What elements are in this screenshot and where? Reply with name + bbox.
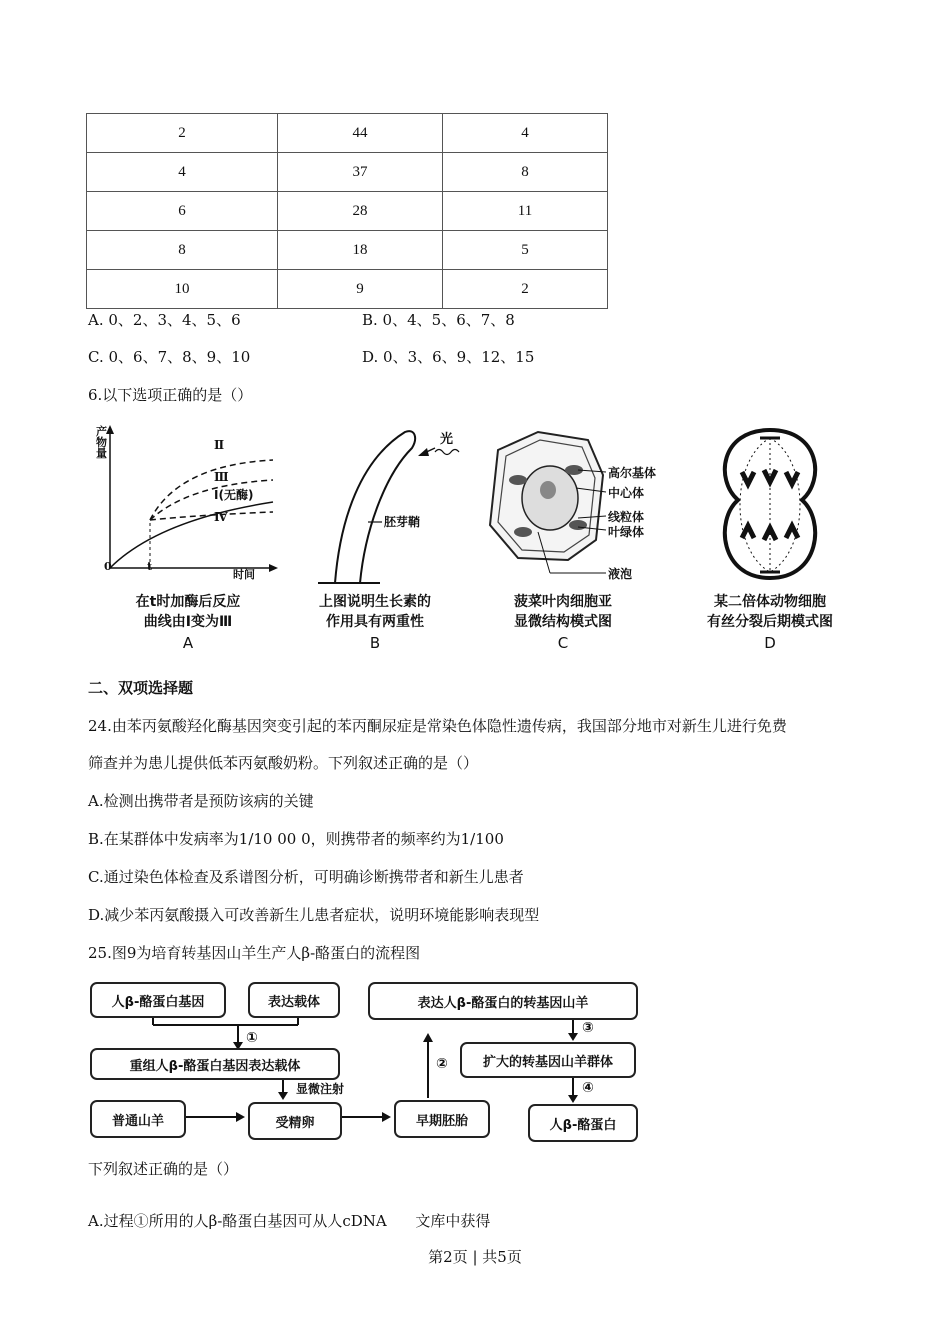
table-cell: 9 bbox=[278, 270, 443, 309]
box-early-embryo: 早期胚胎 bbox=[394, 1100, 490, 1138]
box-vector: 表达载体 bbox=[248, 982, 340, 1018]
page-footer: 第2页 | 共5页 bbox=[428, 1248, 522, 1266]
q24-option-a: A.检测出携带者是预防该病的关键 bbox=[88, 792, 314, 810]
table-cell: 28 bbox=[278, 192, 443, 231]
fig-a-origin: 0 bbox=[104, 560, 112, 573]
q5-option-a: A. 0、2、3、4、5、6 bbox=[88, 311, 241, 329]
flowchart bbox=[88, 980, 648, 1145]
table-cell: 18 bbox=[278, 231, 443, 270]
fig-c-label-vacuole: 液泡 bbox=[608, 567, 633, 581]
curve-label-iii: Ⅲ bbox=[214, 470, 229, 484]
box-transgenic-goat: 表达人β-酪蛋白的转基因山羊 bbox=[368, 982, 638, 1020]
label-microinjection: 显微注射 bbox=[296, 1082, 345, 1096]
table-row bbox=[87, 231, 608, 270]
q5-option-c: C. 0、6、7、8、9、10 bbox=[88, 348, 251, 366]
box-casein-protein: 人β-酪蛋白 bbox=[528, 1104, 638, 1142]
q25-question: 下列叙述正确的是（） bbox=[88, 1160, 239, 1178]
figure-b bbox=[290, 420, 460, 655]
curve-label-ii: Ⅱ bbox=[214, 438, 225, 452]
table-cell: 10 bbox=[87, 270, 278, 309]
table-row bbox=[87, 114, 608, 153]
label-step3: ③ bbox=[582, 1020, 594, 1036]
plant-cell-diagram bbox=[478, 420, 678, 585]
fig-c-label-chloroplast: 叶绿体 bbox=[608, 525, 645, 539]
table-cell: 44 bbox=[278, 114, 443, 153]
enzyme-curve-graph bbox=[88, 420, 288, 585]
fig-c-caption-1: 菠菜叶肉细胞亚 bbox=[514, 594, 612, 610]
fig-a-letter: A bbox=[182, 634, 194, 652]
table-row bbox=[87, 192, 608, 231]
q24-option-c: C.通过染色体检查及系谱图分析，可明确诊断携带者和新生儿患者 bbox=[88, 868, 524, 886]
table-cell: 6 bbox=[87, 192, 278, 231]
fig-c-letter: C bbox=[557, 634, 569, 652]
section2-title: 二、双项选择题 bbox=[88, 679, 194, 697]
fig-c-label-centrosome: 中心体 bbox=[608, 486, 645, 500]
table-cell: 37 bbox=[278, 153, 443, 192]
box-goat-population: 扩大的转基因山羊群体 bbox=[460, 1042, 636, 1078]
fig-a-t-label: t bbox=[147, 560, 153, 573]
fig-b-caption-2: 作用具有两重性 bbox=[326, 614, 424, 630]
table-row bbox=[87, 153, 608, 192]
fig-b-caption-1: 上图说明生长素的 bbox=[319, 594, 431, 610]
fig-d-letter: D bbox=[764, 634, 776, 652]
q24-option-d: D.减少苯丙氨酸摄入可改善新生儿患者症状，说明环境能影响表现型 bbox=[88, 906, 540, 924]
table-cell: 5 bbox=[443, 231, 608, 270]
box-fertilized-egg: 受精卵 bbox=[248, 1102, 342, 1140]
label-step2: ② bbox=[436, 1056, 448, 1072]
label-step4: ④ bbox=[582, 1080, 594, 1096]
fig-c-label-golgi: 高尔基体 bbox=[608, 466, 657, 480]
curve-label-i: Ⅰ(无酶) bbox=[214, 488, 254, 502]
table-cell: 8 bbox=[443, 153, 608, 192]
data-table bbox=[86, 113, 608, 309]
fig-d-caption-1: 某二倍体动物细胞 bbox=[714, 594, 826, 610]
coleoptile-drawing bbox=[290, 420, 460, 585]
q6-stem: 6.以下选项正确的是（） bbox=[88, 386, 253, 404]
figure-a bbox=[88, 420, 288, 655]
fig-d-caption-2: 有丝分裂后期模式图 bbox=[707, 614, 833, 630]
q24-stem-line1: 24.由苯丙氨酸羟化酶基因突变引起的苯丙酮尿症是常染色体隐性遗传病，我国部分地市对新生儿进行免费 bbox=[88, 717, 787, 735]
table-cell: 2 bbox=[87, 114, 278, 153]
fig-a-xlabel: 时间 bbox=[233, 568, 255, 581]
fig-a-ylabel: 产物量 bbox=[96, 425, 107, 460]
table-row bbox=[87, 270, 608, 309]
table-cell: 4 bbox=[443, 114, 608, 153]
figure-c bbox=[478, 420, 678, 655]
q25-option-a: A.过程①所用的人β-酪蛋白基因可从人cDNA 文库中获得 bbox=[88, 1212, 491, 1230]
fig-c-caption-2: 显微结构模式图 bbox=[514, 614, 612, 630]
figure-d bbox=[690, 420, 850, 655]
q5-option-b: B. 0、4、5、6、7、8 bbox=[362, 311, 515, 329]
curve-label-iv: Ⅳ bbox=[214, 510, 228, 524]
mitosis-cell-diagram bbox=[690, 420, 850, 585]
fig-c-label-mitochondria: 线粒体 bbox=[608, 510, 645, 524]
fig-a-caption-1: 在t时加酶后反应 bbox=[135, 594, 241, 610]
q25-stem: 25.图9为培育转基因山羊生产人β-酪蛋白的流程图 bbox=[88, 944, 421, 962]
box-ordinary-goat: 普通山羊 bbox=[90, 1100, 186, 1138]
table-cell: 11 bbox=[443, 192, 608, 231]
fig-b-letter: B bbox=[369, 634, 381, 652]
table-cell: 4 bbox=[87, 153, 278, 192]
fig-b-light-label: 光 bbox=[440, 432, 454, 447]
table-cell: 2 bbox=[443, 270, 608, 309]
q5-option-d: D. 0、3、6、9、12、15 bbox=[362, 348, 535, 366]
fig-b-part-label: 胚芽鞘 bbox=[384, 515, 421, 529]
box-casein-gene: 人β-酪蛋白基因 bbox=[90, 982, 226, 1018]
q24-stem-line2: 筛查并为患儿提供低苯丙氨酸奶粉。下列叙述正确的是（） bbox=[88, 754, 479, 772]
q24-option-b: B.在某群体中发病率为1/10 00 0，则携带者的频率约为1/100 bbox=[88, 830, 504, 848]
label-step1: ① bbox=[246, 1030, 258, 1046]
table-cell: 8 bbox=[87, 231, 278, 270]
box-recombinant-vector: 重组人β-酪蛋白基因表达载体 bbox=[90, 1048, 340, 1080]
fig-a-caption-2: 曲线由Ⅰ变为Ⅲ bbox=[143, 614, 233, 630]
